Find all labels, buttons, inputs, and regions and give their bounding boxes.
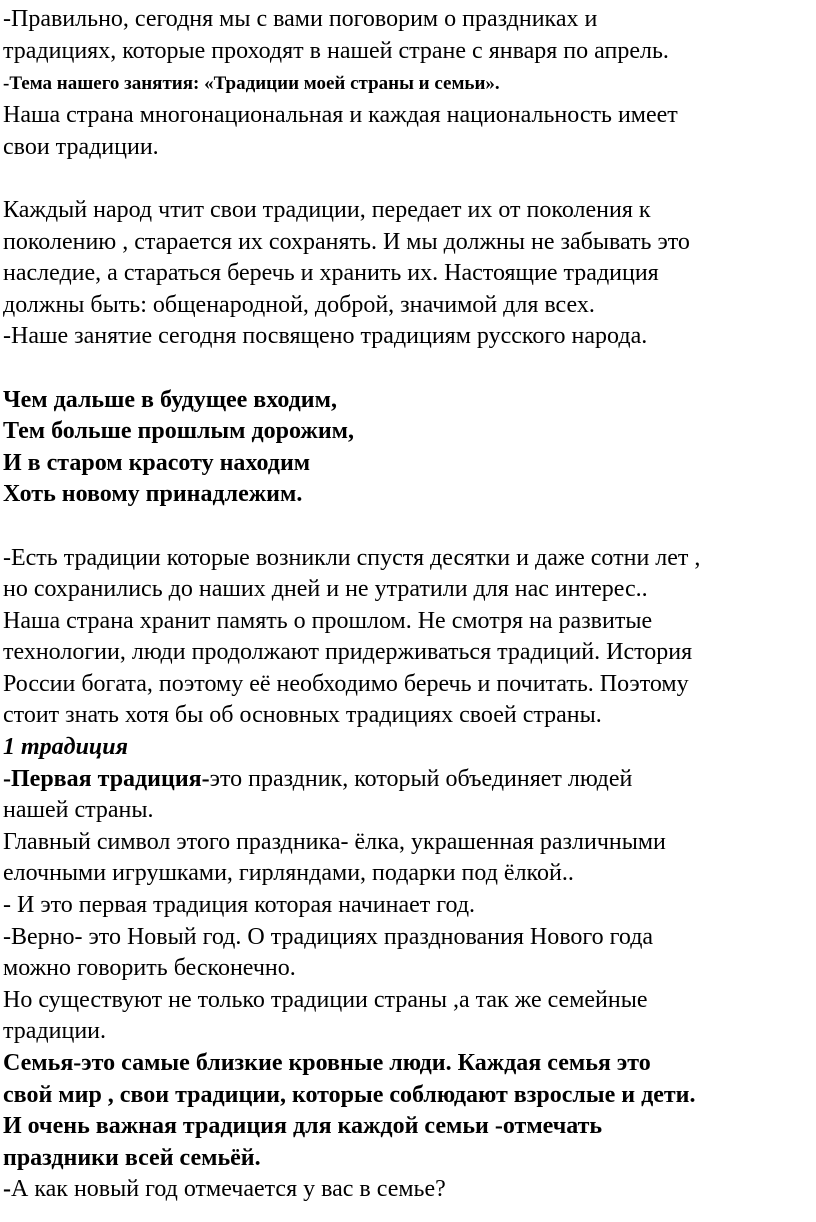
text-line: Но существуют не только традиции страны ,а так же семейные bbox=[3, 986, 648, 1013]
text-line: свои традиции. bbox=[3, 133, 159, 160]
text-line: -Верно- это Новый год. О традициях празднования Нового года bbox=[3, 923, 654, 950]
text-line: поколению , старается их сохранять. И мы должны не забывать это bbox=[3, 228, 690, 255]
topic-line: -Тема нашего занятия: «Традиции моей страны и семьи». bbox=[3, 73, 500, 95]
text-line: нашей страны. bbox=[3, 797, 154, 824]
text-line: можно говорить бесконечно. bbox=[3, 955, 296, 982]
text-line: стоит знать хотя бы об основных традициях своей страны. bbox=[3, 702, 602, 729]
blank-line bbox=[3, 163, 816, 195]
first-tradition-text: это праздник, который объединяет людей bbox=[209, 765, 633, 792]
text-line: технологии, люди продолжают придерживаться традиций. История bbox=[3, 639, 693, 666]
family-line: Семья-это самые близкие кровные люди. Каждая семья это bbox=[3, 1050, 651, 1076]
text-line: должны быть: общенародной, доброй, значимой для всех. bbox=[3, 291, 595, 318]
family-line: свой мир , свои традиции, которые соблюдают взрослые и дети. bbox=[3, 1081, 696, 1108]
first-tradition-line bbox=[3, 764, 816, 796]
blank-line bbox=[3, 353, 816, 385]
family-line: праздники всей семьёй. bbox=[3, 1144, 261, 1171]
text-line: -Правильно, сегодня мы с вами поговорим о праздниках и bbox=[3, 6, 598, 32]
first-tradition-label: -Первая традиция- bbox=[3, 765, 210, 792]
family-line: И очень важная традиция для каждой семьи -отмечать bbox=[3, 1113, 603, 1140]
text-line: -Есть традиции которые возникли спустя десятки и даже сотни лет , bbox=[3, 544, 701, 571]
text-line: Каждый народ чтит свои традиции, передает их от поколения к bbox=[3, 196, 651, 223]
question-line bbox=[3, 1174, 816, 1206]
tradition-heading: 1 традиция bbox=[3, 734, 128, 761]
blank-line bbox=[3, 511, 816, 543]
poem-line: Хоть новому принадлежим. bbox=[3, 481, 303, 508]
text-line: наследие, а стараться беречь и хранить их. Настоящие традиция bbox=[3, 260, 659, 287]
text-line: России богата, поэтому её необходимо беречь и почитать. Поэтому bbox=[3, 670, 689, 697]
poem-line: Чем дальше в будущее входим, bbox=[3, 386, 337, 413]
text-line: Наша страна многонациональная и каждая национальность имеет bbox=[3, 102, 678, 129]
text-line: -Наше занятие сегодня посвящено традициям русского народа. bbox=[3, 323, 648, 350]
text-line: традициях, которые проходят в нашей стране с января по апрель. bbox=[3, 37, 669, 64]
poem-line: Тем больше прошлым дорожим, bbox=[3, 418, 354, 445]
text-line: традиции. bbox=[3, 1018, 107, 1045]
text-line: но сохранились до наших дней и не утратили для нас интерес.. bbox=[3, 576, 648, 603]
text-line: елочными игрушками, гирляндами, подарки под ёлкой.. bbox=[3, 860, 574, 887]
text-line: Наша страна хранит память о прошлом. Не смотря на развитые bbox=[3, 607, 653, 634]
question-dash: - bbox=[3, 1176, 11, 1203]
text-line: Главный символ этого праздника- ёлка, украшенная различными bbox=[3, 828, 666, 855]
question-text: А как новый год отмечается у вас в семье? bbox=[11, 1176, 446, 1203]
poem-line: И в старом красоту находим bbox=[3, 449, 311, 476]
text-line: - И это первая традиция которая начинает год. bbox=[3, 892, 476, 919]
